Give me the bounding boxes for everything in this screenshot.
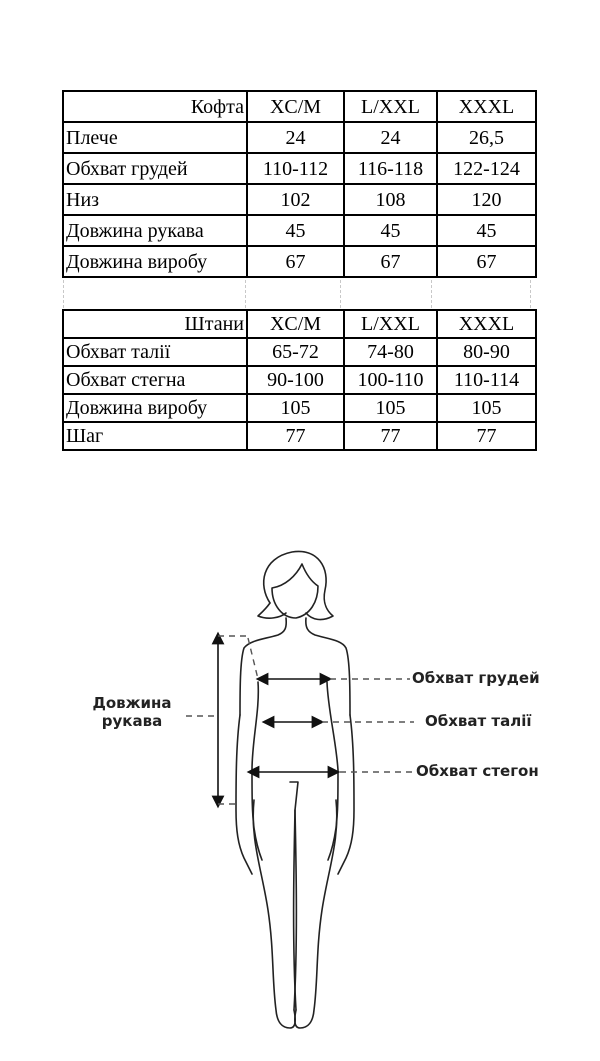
row-label: Обхват талії (63, 338, 247, 366)
table-row (63, 215, 536, 246)
size-header: XXXL (437, 310, 536, 338)
cell: 102 (247, 184, 344, 215)
table-header-row (63, 91, 536, 122)
sheet-gridline (245, 280, 246, 308)
cell: 105 (437, 394, 536, 422)
cell: 24 (344, 122, 437, 153)
size-header: L/XXL (344, 310, 437, 338)
sheet-gridline (431, 280, 432, 308)
cell: 77 (437, 422, 536, 450)
hips-label: Обхват стегон (416, 762, 539, 780)
cell: 45 (437, 215, 536, 246)
size-header: XXXL (437, 91, 536, 122)
pants-size-table (62, 309, 537, 451)
female-figure-icon (0, 540, 600, 1040)
cell: 24 (247, 122, 344, 153)
jacket-size-table (62, 90, 537, 278)
sleeve-label-line1: Довжина (92, 694, 172, 712)
cell: 120 (437, 184, 536, 215)
table-row (63, 246, 536, 277)
cell: 122-124 (437, 153, 536, 184)
table-row (63, 394, 536, 422)
row-label: Довжина виробу (63, 246, 247, 277)
sleeve-length-label (87, 694, 177, 730)
sheet-gridline (340, 280, 341, 308)
body-measurement-diagram (0, 540, 600, 1040)
cell: 100-110 (344, 366, 437, 394)
table-row (63, 422, 536, 450)
table-title: Кофта (63, 91, 247, 122)
cell: 110-112 (247, 153, 344, 184)
cell: 65-72 (247, 338, 344, 366)
cell: 108 (344, 184, 437, 215)
cell: 45 (344, 215, 437, 246)
sheet-gridline (530, 280, 531, 308)
table-row (63, 338, 536, 366)
table-header-row (63, 310, 536, 338)
cell: 45 (247, 215, 344, 246)
cell: 80-90 (437, 338, 536, 366)
cell: 26,5 (437, 122, 536, 153)
cell: 90-100 (247, 366, 344, 394)
size-header: XC/M (247, 91, 344, 122)
cell: 77 (247, 422, 344, 450)
row-label: Шаг (63, 422, 247, 450)
cell: 74-80 (344, 338, 437, 366)
size-header: L/XXL (344, 91, 437, 122)
sheet-gridline (63, 280, 64, 308)
row-label: Довжина рукава (63, 215, 247, 246)
table-row (63, 122, 536, 153)
table-row (63, 184, 536, 215)
sleeve-label-line2: рукава (101, 712, 163, 730)
cell: 105 (247, 394, 344, 422)
table-row (63, 366, 536, 394)
cell: 67 (344, 246, 437, 277)
table-row (63, 153, 536, 184)
cell: 116-118 (344, 153, 437, 184)
cell: 110-114 (437, 366, 536, 394)
cell: 105 (344, 394, 437, 422)
cell: 67 (247, 246, 344, 277)
cell: 67 (437, 246, 536, 277)
cell: 77 (344, 422, 437, 450)
row-label: Обхват стегна (63, 366, 247, 394)
row-label: Довжина виробу (63, 394, 247, 422)
table-title: Штани (63, 310, 247, 338)
row-label: Низ (63, 184, 247, 215)
chest-label: Обхват грудей (412, 669, 540, 687)
size-header: XC/M (247, 310, 344, 338)
waist-label: Обхват талії (425, 712, 532, 730)
row-label: Плече (63, 122, 247, 153)
row-label: Обхват грудей (63, 153, 247, 184)
